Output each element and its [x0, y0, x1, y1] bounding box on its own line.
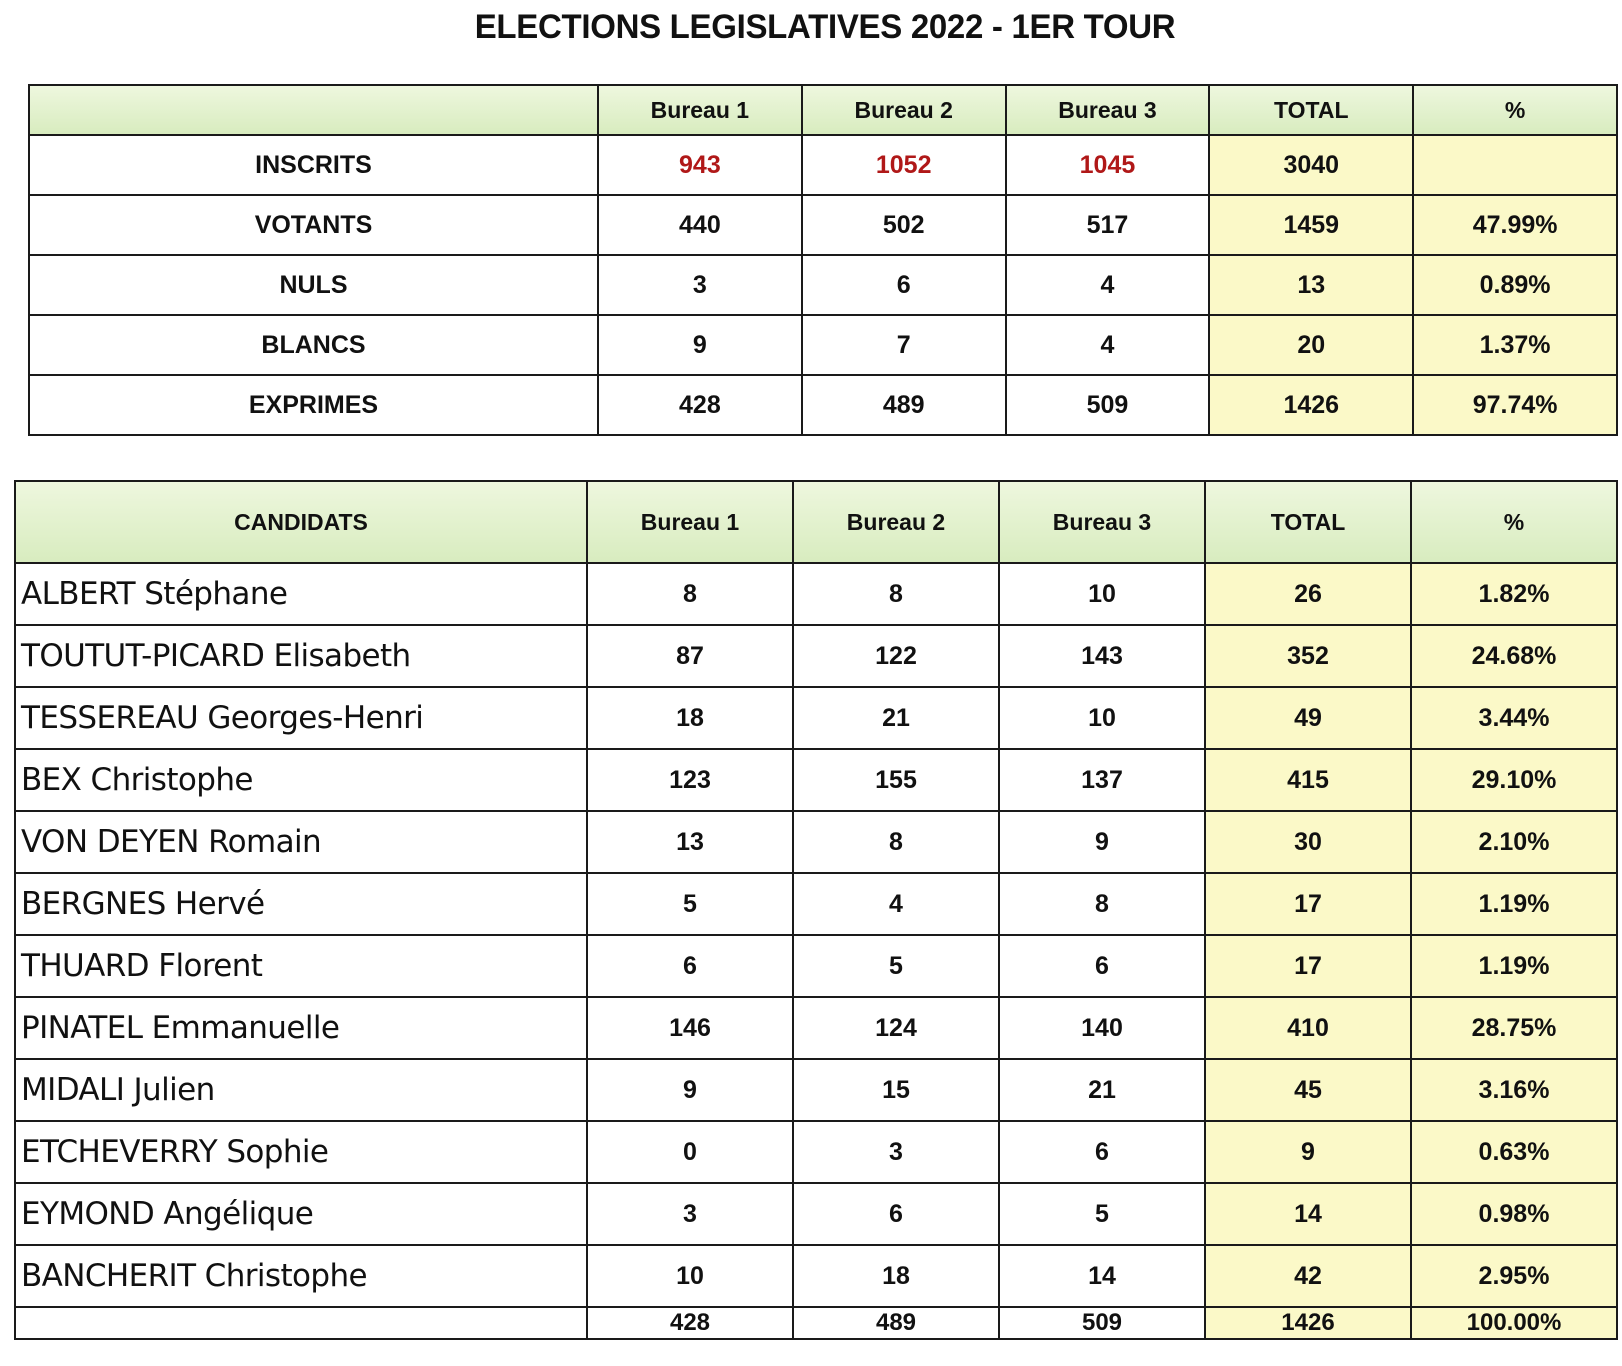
total-votes: 410 [1205, 997, 1411, 1059]
bureau-2-votes: 8 [793, 811, 999, 873]
bureau-1-votes: 123 [587, 749, 793, 811]
totals-label [15, 1307, 587, 1339]
summary-header-row [29, 85, 1617, 135]
grand-total: 1426 [1205, 1307, 1411, 1339]
candidate-row [15, 1183, 1617, 1245]
summary-row-exprimes [29, 375, 1617, 435]
summary-row-inscrits [29, 135, 1617, 195]
bureau-1-value: 428 [598, 375, 802, 435]
total-votes: 49 [1205, 687, 1411, 749]
candidate-name: TOUTUT-PICARD Elisabeth [15, 625, 587, 687]
grand-total-percent: 100.00% [1411, 1307, 1617, 1339]
bureau-2-votes: 3 [793, 1121, 999, 1183]
row-label: INSCRITS [29, 135, 598, 195]
bureau-1-value: 9 [598, 315, 802, 375]
total-value: 13 [1209, 255, 1413, 315]
percent-votes: 0.98% [1411, 1183, 1617, 1245]
candidate-row [15, 749, 1617, 811]
candidate-name: ETCHEVERRY Sophie [15, 1121, 587, 1183]
candidate-row [15, 811, 1617, 873]
summary-header-bureau-3: Bureau 3 [1006, 85, 1210, 135]
bureau-3-votes: 21 [999, 1059, 1205, 1121]
percent-votes: 3.16% [1411, 1059, 1617, 1121]
bureau-2-votes: 4 [793, 873, 999, 935]
bureau-2-value: 489 [802, 375, 1006, 435]
candidates-header-label: CANDIDATS [15, 481, 587, 563]
page-title: ELECTIONS LEGISLATIVES 2022 - 1ER TOUR [474, 8, 1176, 46]
candidates-header-bureau-2: Bureau 2 [793, 481, 999, 563]
candidate-name: MIDALI Julien [15, 1059, 587, 1121]
candidate-row [15, 997, 1617, 1059]
percent-votes: 28.75% [1411, 997, 1617, 1059]
bureau-2-votes: 122 [793, 625, 999, 687]
summary-header-bureau-1: Bureau 1 [598, 85, 802, 135]
row-label: EXPRIMES [29, 375, 598, 435]
candidates-header-total: TOTAL [1205, 481, 1411, 563]
percent-votes: 1.19% [1411, 935, 1617, 997]
bureau-1-votes: 13 [587, 811, 793, 873]
row-label: NULS [29, 255, 598, 315]
bureau-1-value: 943 [598, 135, 802, 195]
bureau-2-votes: 21 [793, 687, 999, 749]
total-votes: 30 [1205, 811, 1411, 873]
percent-value: 1.37% [1413, 315, 1617, 375]
candidates-header-bureau-1: Bureau 1 [587, 481, 793, 563]
percent-votes: 24.68% [1411, 625, 1617, 687]
candidate-row [15, 873, 1617, 935]
summary-row-votants [29, 195, 1617, 255]
summary-header-bureau-2: Bureau 2 [802, 85, 1006, 135]
bureau-1-value: 3 [598, 255, 802, 315]
candidate-name: THUARD Florent [15, 935, 587, 997]
summary-row-blancs [29, 315, 1617, 375]
candidates-header-bureau-3: Bureau 3 [999, 481, 1205, 563]
bureau-2-value: 7 [802, 315, 1006, 375]
bureau-2-value: 1052 [802, 135, 1006, 195]
candidate-name: ALBERT Stéphane [15, 563, 587, 625]
bureau-2-votes: 8 [793, 563, 999, 625]
bureau-3-votes: 9 [999, 811, 1205, 873]
row-label: BLANCS [29, 315, 598, 375]
summary-table [28, 84, 1618, 436]
bureau-3-votes: 10 [999, 563, 1205, 625]
bureau-3-votes: 10 [999, 687, 1205, 749]
bureau-2-votes: 5 [793, 935, 999, 997]
percent-value: 97.74% [1413, 375, 1617, 435]
summary-header-label [29, 85, 598, 135]
bureau-2-value: 6 [802, 255, 1006, 315]
candidate-row [15, 625, 1617, 687]
bureau-3-sum: 509 [999, 1307, 1205, 1339]
bureau-3-value: 517 [1006, 195, 1210, 255]
percent-value [1413, 135, 1617, 195]
bureau-1-votes: 6 [587, 935, 793, 997]
bureau-1-votes: 87 [587, 625, 793, 687]
candidate-row [15, 935, 1617, 997]
bureau-3-value: 4 [1006, 255, 1210, 315]
bureau-1-votes: 146 [587, 997, 793, 1059]
bureau-3-value: 1045 [1006, 135, 1210, 195]
bureau-3-votes: 137 [999, 749, 1205, 811]
bureau-3-votes: 6 [999, 1121, 1205, 1183]
total-value: 1459 [1209, 195, 1413, 255]
total-votes: 415 [1205, 749, 1411, 811]
bureau-2-sum: 489 [793, 1307, 999, 1339]
candidate-name: BEX Christophe [15, 749, 587, 811]
percent-votes: 2.95% [1411, 1245, 1617, 1307]
bureau-1-votes: 9 [587, 1059, 793, 1121]
candidate-name: EYMOND Angélique [15, 1183, 587, 1245]
percent-value: 47.99% [1413, 195, 1617, 255]
percent-votes: 1.19% [1411, 873, 1617, 935]
candidate-row [15, 1059, 1617, 1121]
bureau-3-votes: 14 [999, 1245, 1205, 1307]
total-votes: 352 [1205, 625, 1411, 687]
bureau-1-votes: 3 [587, 1183, 793, 1245]
total-votes: 9 [1205, 1121, 1411, 1183]
candidate-row [15, 563, 1617, 625]
candidates-totals-row [15, 1307, 1617, 1339]
percent-votes: 0.63% [1411, 1121, 1617, 1183]
total-votes: 45 [1205, 1059, 1411, 1121]
row-label: VOTANTS [29, 195, 598, 255]
bureau-1-value: 440 [598, 195, 802, 255]
bureau-2-votes: 15 [793, 1059, 999, 1121]
percent-value: 0.89% [1413, 255, 1617, 315]
summary-header-percent: % [1413, 85, 1617, 135]
bureau-2-value: 502 [802, 195, 1006, 255]
bureau-3-votes: 143 [999, 625, 1205, 687]
bureau-2-votes: 6 [793, 1183, 999, 1245]
bureau-3-votes: 6 [999, 935, 1205, 997]
percent-votes: 1.82% [1411, 563, 1617, 625]
total-value: 3040 [1209, 135, 1413, 195]
bureau-1-votes: 8 [587, 563, 793, 625]
candidates-header-row [15, 481, 1617, 563]
total-votes: 42 [1205, 1245, 1411, 1307]
bureau-3-value: 509 [1006, 375, 1210, 435]
candidate-row [15, 687, 1617, 749]
candidate-name: VON DEYEN Romain [15, 811, 587, 873]
candidate-row [15, 1121, 1617, 1183]
bureau-2-votes: 18 [793, 1245, 999, 1307]
candidates-table [14, 480, 1618, 1340]
bureau-1-votes: 5 [587, 873, 793, 935]
summary-row-nuls [29, 255, 1617, 315]
bureau-2-votes: 124 [793, 997, 999, 1059]
percent-votes: 29.10% [1411, 749, 1617, 811]
candidate-name: BANCHERIT Christophe [15, 1245, 587, 1307]
bureau-3-votes: 140 [999, 997, 1205, 1059]
percent-votes: 3.44% [1411, 687, 1617, 749]
total-votes: 14 [1205, 1183, 1411, 1245]
total-value: 1426 [1209, 375, 1413, 435]
bureau-3-votes: 8 [999, 873, 1205, 935]
total-votes: 17 [1205, 873, 1411, 935]
total-votes: 26 [1205, 563, 1411, 625]
candidates-header-percent: % [1411, 481, 1617, 563]
percent-votes: 2.10% [1411, 811, 1617, 873]
candidate-name: PINATEL Emmanuelle [15, 997, 587, 1059]
candidate-name: BERGNES Hervé [15, 873, 587, 935]
bureau-3-votes: 5 [999, 1183, 1205, 1245]
bureau-1-votes: 10 [587, 1245, 793, 1307]
bureau-1-votes: 18 [587, 687, 793, 749]
candidate-row [15, 1245, 1617, 1307]
summary-header-total: TOTAL [1209, 85, 1413, 135]
total-votes: 17 [1205, 935, 1411, 997]
bureau-2-votes: 155 [793, 749, 999, 811]
bureau-1-votes: 0 [587, 1121, 793, 1183]
candidate-name: TESSEREAU Georges-Henri [15, 687, 587, 749]
total-value: 20 [1209, 315, 1413, 375]
bureau-3-value: 4 [1006, 315, 1210, 375]
bureau-1-sum: 428 [587, 1307, 793, 1339]
